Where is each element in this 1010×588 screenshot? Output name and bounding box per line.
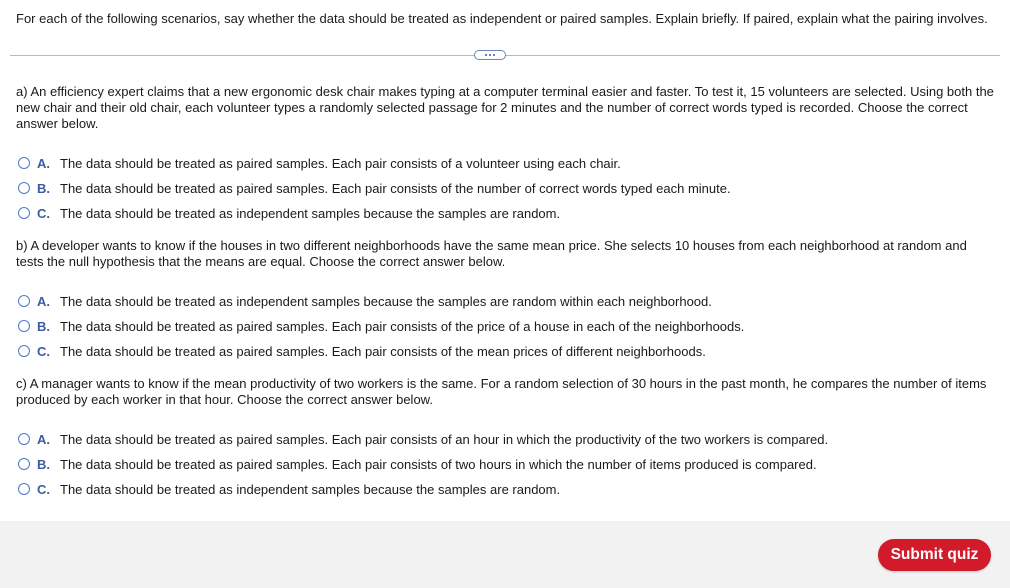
option-a-B[interactable]	[18, 179, 731, 197]
more-dot-icon	[489, 54, 491, 56]
question-b: b) A developer wants to know if the houses in two different neighborhoods have the same mean price. She selects 10 houses from each neighborhood at random and tests the null hypothesis that the means are equal. Choose the correct answer below.	[16, 238, 967, 269]
option-letter: B.	[37, 318, 50, 334]
radio-button[interactable]	[18, 433, 30, 445]
more-dot-icon	[493, 54, 495, 56]
option-c-C[interactable]	[18, 480, 560, 498]
option-letter: B.	[37, 180, 50, 196]
option-letter: A.	[37, 431, 50, 447]
option-text: The data should be treated as paired samples. Each pair consists of a volunteer using each chair.	[60, 155, 621, 171]
option-a-A[interactable]	[18, 154, 621, 172]
question-a: a) An efficiency expert claims that a new ergonomic desk chair makes typing at a computer terminal easier and faster. To test it, 15 volunteers are selected. Using both the new chair and their old chair, each volunteer types a randomly selected passage for 2 minutes and the number of correct words typed is recorded. Choose the correct answer below.	[16, 84, 994, 131]
option-letter: A.	[37, 293, 50, 309]
option-c-B[interactable]	[18, 455, 817, 473]
submit-quiz-button[interactable]: Submit quiz	[878, 539, 991, 571]
radio-button[interactable]	[18, 320, 30, 332]
more-button[interactable]	[474, 50, 506, 60]
option-letter: C.	[37, 481, 50, 497]
radio-button[interactable]	[18, 458, 30, 470]
radio-button[interactable]	[18, 483, 30, 495]
option-letter: C.	[37, 205, 50, 221]
option-letter: B.	[37, 456, 50, 472]
more-dot-icon	[485, 54, 487, 56]
option-b-A[interactable]	[18, 292, 712, 310]
option-b-C[interactable]	[18, 342, 706, 360]
radio-button[interactable]	[18, 182, 30, 194]
option-text: The data should be treated as paired samples. Each pair consists of the number of correct words typed each minute.	[60, 180, 731, 196]
option-c-A[interactable]	[18, 430, 828, 448]
option-text: The data should be treated as independent samples because the samples are random.	[60, 481, 561, 497]
instructions-text: For each of the following scenarios, say whether the data should be treated as independent or paired samples. Explain briefly. If paired, explain what the pairing involves.	[16, 11, 988, 26]
radio-button[interactable]	[18, 207, 30, 219]
option-letter: A.	[37, 155, 50, 171]
option-text: The data should be treated as paired samples. Each pair consists of the price of a house in each of the neighborhoods.	[60, 318, 745, 334]
radio-button[interactable]	[18, 345, 30, 357]
option-text: The data should be treated as paired samples. Each pair consists of two hours in which the number of items produced is compared.	[60, 456, 817, 472]
option-text: The data should be treated as independent samples because the samples are random within each neighborhood.	[60, 293, 712, 309]
option-text: The data should be treated as paired samples. Each pair consists of the mean prices of different neighborhoods.	[60, 343, 706, 359]
radio-button[interactable]	[18, 295, 30, 307]
option-b-B[interactable]	[18, 317, 744, 335]
option-text: The data should be treated as paired samples. Each pair consists of an hour in which the productivity of the two workers is compared.	[60, 431, 829, 447]
question-c: c) A manager wants to know if the mean productivity of two workers is the same. For a random selection of 30 hours in the past month, he compares the number of items produced by each worker in that hour. Choose the correct answer below.	[16, 376, 987, 407]
footer-bar	[0, 521, 1010, 588]
option-a-C[interactable]	[18, 204, 560, 222]
option-letter: C.	[37, 343, 50, 359]
option-text: The data should be treated as independent samples because the samples are random.	[60, 205, 561, 221]
radio-button[interactable]	[18, 157, 30, 169]
